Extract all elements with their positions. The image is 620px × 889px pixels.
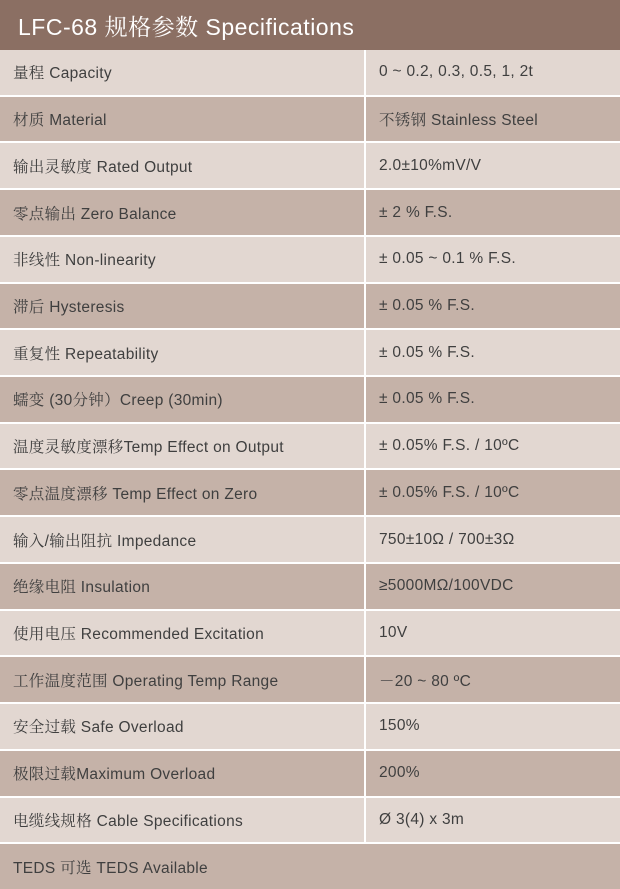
spec-label: 使用电压 Recommended Excitation	[0, 611, 366, 656]
spec-value: 不锈钢 Stainless Steel	[366, 97, 620, 142]
spec-value: 750±10Ω / 700±3Ω	[366, 517, 620, 562]
spec-value: 150%	[366, 704, 620, 749]
table-row	[0, 237, 620, 284]
spec-value: ± 2 % F.S.	[366, 190, 620, 235]
table-row	[0, 751, 620, 798]
table-row	[0, 517, 620, 564]
spec-label: 滞后 Hysteresis	[0, 284, 366, 329]
spec-value: 10V	[366, 611, 620, 656]
sheet-header	[0, 0, 620, 50]
table-row	[0, 424, 620, 471]
spec-value: ± 0.05 ~ 0.1 % F.S.	[366, 237, 620, 282]
spec-value: 2.0±10%mV/V	[366, 143, 620, 188]
table-row	[0, 330, 620, 377]
spec-value: ± 0.05% F.S. / 10ºC	[366, 470, 620, 515]
spec-label: 工作温度范围 Operating Temp Range	[0, 657, 366, 702]
spec-label: 重复性 Repeatability	[0, 330, 366, 375]
table-row	[0, 50, 620, 97]
table-row	[0, 844, 620, 889]
spec-label: 温度灵敏度漂移Temp Effect on Output	[0, 424, 366, 469]
table-row	[0, 657, 620, 704]
spec-value: 200%	[366, 751, 620, 796]
specifications-table	[0, 50, 620, 889]
page-title: LFC-68 规格参数 Specifications	[18, 13, 355, 40]
spec-label: 零点输出 Zero Balance	[0, 190, 366, 235]
table-row	[0, 143, 620, 190]
spec-label: 极限过载Maximum Overload	[0, 751, 366, 796]
spec-label: 材质 Material	[0, 97, 366, 142]
spec-label: 非线性 Non-linearity	[0, 237, 366, 282]
spec-value: ± 0.05 % F.S.	[366, 377, 620, 422]
table-row	[0, 97, 620, 144]
table-row	[0, 564, 620, 611]
table-row	[0, 611, 620, 658]
table-row	[0, 798, 620, 845]
spec-label: 零点温度漂移 Temp Effect on Zero	[0, 470, 366, 515]
table-row	[0, 377, 620, 424]
spec-value: －20 ~ 80 ºC	[366, 657, 620, 702]
spec-label: TEDS 可选 TEDS Available	[0, 844, 620, 889]
spec-label: 安全过载 Safe Overload	[0, 704, 366, 749]
table-row	[0, 284, 620, 331]
spec-value: ± 0.05 % F.S.	[366, 330, 620, 375]
spec-label: 电缆线规格 Cable Specifications	[0, 798, 366, 843]
spec-value: ± 0.05 % F.S.	[366, 284, 620, 329]
spec-value: ± 0.05% F.S. / 10ºC	[366, 424, 620, 469]
table-row	[0, 190, 620, 237]
table-row	[0, 470, 620, 517]
spec-label: 输入/输出阻抗 Impedance	[0, 517, 366, 562]
spec-value: Ø 3(4) x 3m	[366, 798, 620, 843]
spec-label: 输出灵敏度 Rated Output	[0, 143, 366, 188]
spec-label: 蠕变 (30分钟）Creep (30min)	[0, 377, 366, 422]
spec-label: 量程 Capacity	[0, 50, 366, 95]
table-row	[0, 704, 620, 751]
spec-value: 0 ~ 0.2, 0.3, 0.5, 1, 2t	[366, 50, 620, 95]
spec-value: ≥5000MΩ/100VDC	[366, 564, 620, 609]
spec-label: 绝缘电阻 Insulation	[0, 564, 366, 609]
